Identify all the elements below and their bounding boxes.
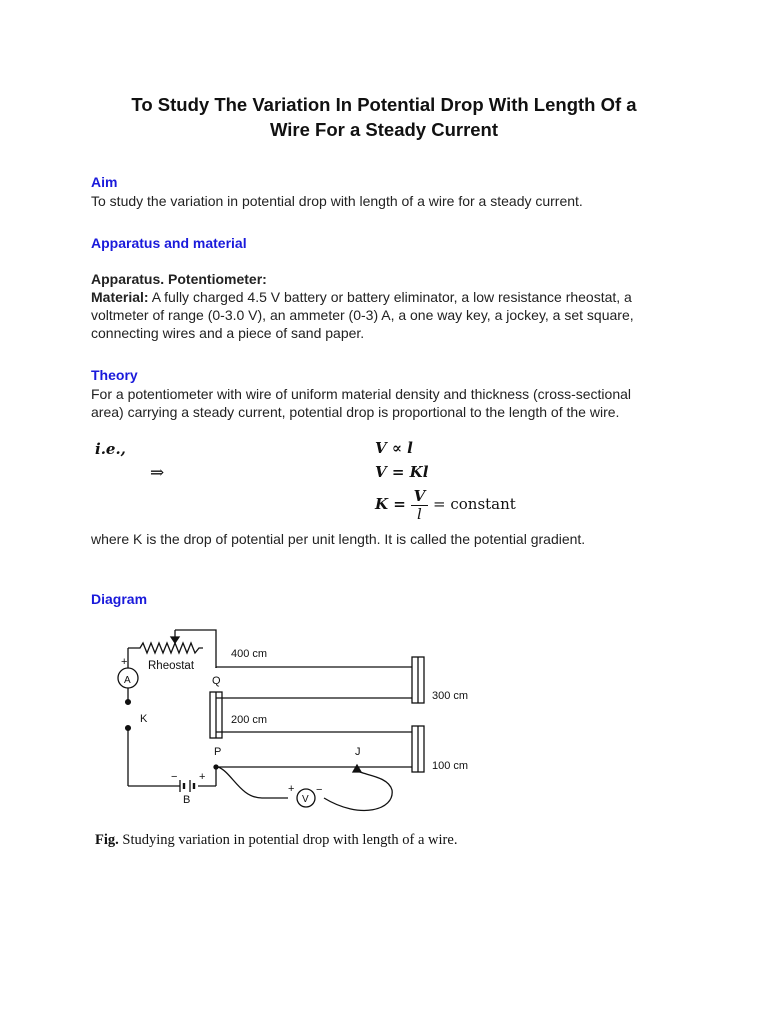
implies-symbol: ⇒ bbox=[150, 463, 165, 483]
diagram-heading: Diagram bbox=[91, 591, 148, 607]
battery-label: B bbox=[183, 794, 191, 806]
point-p-label: P bbox=[214, 746, 222, 758]
equation-k-numerator: V bbox=[411, 488, 429, 506]
figure-caption-label: Fig. bbox=[95, 832, 119, 848]
aim-heading: Aim bbox=[91, 174, 118, 190]
title-line-1: To Study The Variation In Potential Drop With Length Of a bbox=[131, 94, 637, 115]
figure-caption-text: Studying variation in potential drop with length of a wire. bbox=[122, 832, 458, 848]
theory-note: where K is the drop of potential per unit length. It is called the potential gradient. bbox=[91, 531, 586, 547]
equation-k-lhs: K = bbox=[375, 495, 406, 513]
ammeter-plus-label: + bbox=[121, 656, 128, 668]
aim-text: To study the variation in potential drop with length of a wire for a steady current. bbox=[91, 193, 583, 209]
theory-heading: Theory bbox=[91, 367, 138, 383]
key-label: K bbox=[140, 713, 148, 725]
voltmeter-label: V bbox=[302, 794, 309, 805]
jockey-lead bbox=[324, 770, 392, 810]
point-q-label: Q bbox=[212, 675, 221, 687]
length-300cm-label: 300 cm bbox=[432, 690, 469, 702]
equation-k-denominator: l bbox=[417, 504, 422, 523]
length-400cm-label: 400 cm bbox=[231, 648, 268, 660]
figure-caption bbox=[95, 832, 457, 849]
length-100cm-label: 100 cm bbox=[432, 760, 469, 772]
battery-plus-label: + bbox=[199, 771, 206, 783]
ie-label: i.e., bbox=[95, 440, 126, 458]
rheostat-slider-arrow bbox=[171, 637, 179, 643]
jockey-arrow bbox=[353, 765, 361, 772]
material-line-3: connecting wires and a piece of sand paper. bbox=[91, 325, 365, 341]
equation-k-rhs: = constant bbox=[433, 495, 516, 513]
title-line-2: Wire For a Steady Current bbox=[269, 119, 499, 140]
key-terminal-top bbox=[126, 700, 131, 705]
length-200cm-label: 200 cm bbox=[231, 714, 268, 726]
equation-proportional: V ∝ l bbox=[375, 439, 413, 457]
material-line-2: voltmeter of range (0-3.0 V), an ammeter (0-3) A, a one way key, a jockey, a set square, bbox=[91, 307, 634, 323]
voltmeter-minus-label: − bbox=[316, 784, 323, 796]
point-j-label: J bbox=[355, 746, 361, 758]
material-line-1: A fully charged 4.5 V battery or battery eliminator, a low resistance rheostat, a bbox=[151, 289, 632, 305]
equation-v-kl: V = Kl bbox=[375, 463, 429, 481]
theory-line-1: For a potentiometer with wire of uniform material density and thickness (cross-sectional bbox=[91, 386, 631, 402]
battery-minus-label: − bbox=[171, 771, 178, 783]
theory-line-2: area) carrying a steady current, potential drop is proportional to the length of the wire. bbox=[91, 404, 620, 420]
material-label: Material: bbox=[91, 289, 149, 305]
ammeter-label: A bbox=[124, 675, 131, 686]
rheostat-label: Rheostat bbox=[148, 660, 195, 672]
voltmeter-lead-p bbox=[218, 767, 288, 798]
apparatus-heading: Apparatus and material bbox=[91, 235, 247, 251]
rheostat-resistor bbox=[128, 643, 203, 653]
key-terminal-bottom bbox=[126, 726, 131, 731]
apparatus-label: Apparatus. Potentiometer: bbox=[91, 271, 267, 287]
voltmeter-plus-label: + bbox=[288, 783, 295, 795]
